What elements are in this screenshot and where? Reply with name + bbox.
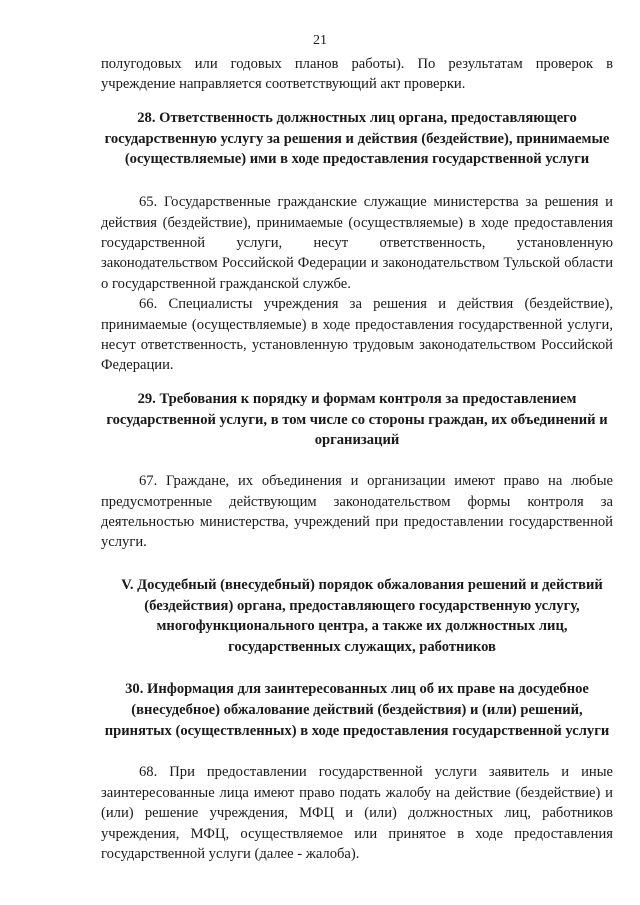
paragraph-66: 66. Специалисты учреждения за решения и действия (бездействие), принимаемые (осуществляемые) в ходе предоставления государственной услуги, несут ответственность, установленную трудовым законодательством Российской Федерации. (101, 296, 613, 374)
page-number: 21 (313, 33, 327, 48)
section-heading-28: 28. Ответственность должностных лиц органа, предоставляющего государственную услугу за решения и действия (бездействие), принимаемые (осуществляемые) ими в ходе предоставления государственной услуги (104, 109, 610, 168)
paragraph-67: 67. Граждане, их объединения и организации имеют право на любые предусмотренные действующим законодательством формы контроля за деятельностью министерства, учреждений при предоставлении государственной услуги. (101, 473, 613, 551)
section-heading-30: 30. Информация для заинтересованных лиц об их праве на досудебное (внесудебное) обжалование действий (бездействия) и (или) решений, принятых (осуществленных) в ходе предоставления государственной услуги (104, 681, 610, 739)
paragraph-68: 68. При предоставлении государственной услуги заявитель и иные заинтересованные лица имеют право подать жалобу на действие (бездействие) и (или) решение учреждения, МФЦ и (или) должностных лиц, работников учреждения, МФЦ, осуществляемое или принятое в ходе предоставления государственной услуги (далее - жалоба). (101, 764, 613, 863)
paragraph-65: 65. Государственные гражданские служащие министерства за решения и действия (бездействие), принимаемые (осуществляемые) в ходе предоставления государственной услуги, несут ответственность, установленную законодательством Российской Федерации и законодательством Тульской области о государственной гражданской службе. (101, 194, 613, 292)
section-heading-29: 29. Требования к порядку и формам контроля за предоставлением государственной услуги, в том числе со стороны граждан, их объединений и организаций (106, 390, 608, 449)
paragraph-intro: полугодовых или годовых планов работы). По результатам проверок в учреждение направляется соответствующий акт проверки. (101, 56, 613, 93)
document-body (101, 54, 613, 864)
chapter-heading-v: V. Досудебный (внесудебный) порядок обжалования решений и действий (бездействия) органа, предоставляющего государственную услугу, многофункционального центра, а также их должностных лиц, государственных служащих, работников (121, 576, 603, 656)
